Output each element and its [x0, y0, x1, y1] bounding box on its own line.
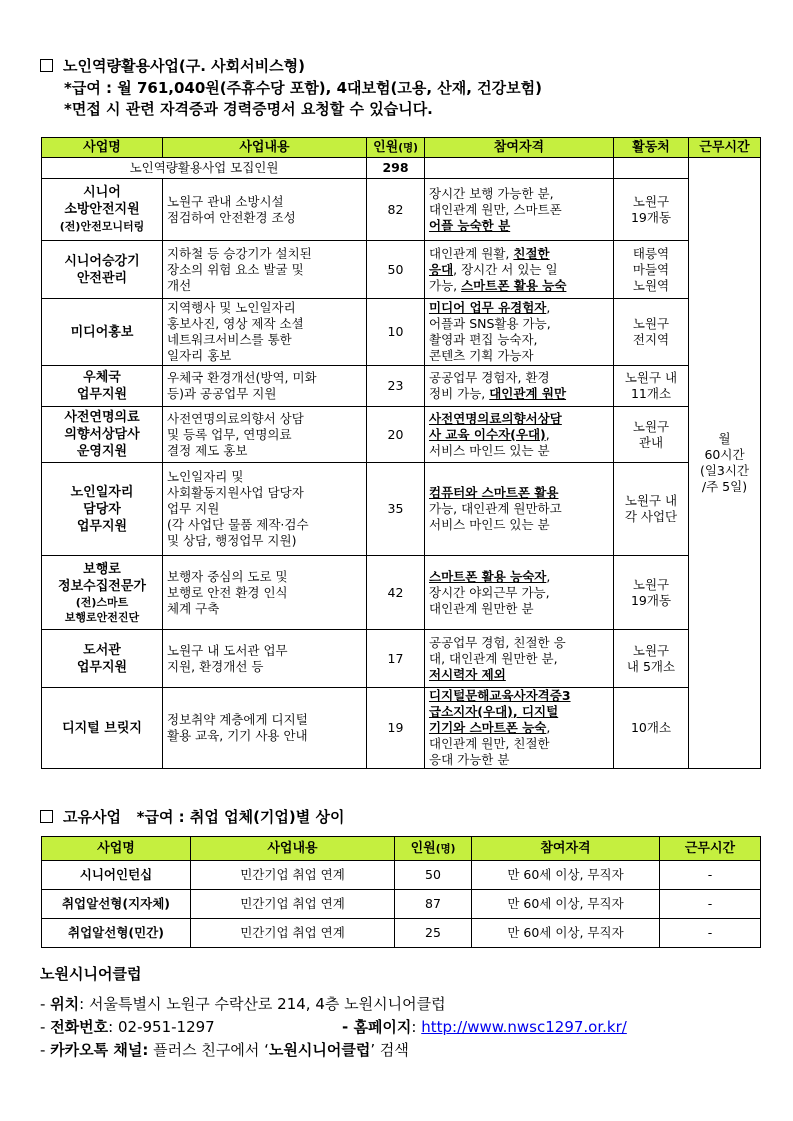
program-name: 사전연명의료 의향서상담사 운영지원	[42, 407, 163, 463]
program-count: 17	[367, 630, 425, 688]
program-content: 민간기업 취업 연계	[191, 890, 395, 919]
program-name: 우체국 업무지원	[42, 366, 163, 407]
work-hours: 월 60시간 (일3시간 /주 5일)	[689, 158, 761, 769]
interview-note: *면접 시 관련 자격증과 경력증명서 요청할 수 있습니다.	[64, 100, 433, 118]
program-qualification: 사전연명의료의향서상담 사 교육 이수자(우대), 서비스 마인드 있는 분	[425, 407, 614, 463]
program-place: 노원구 전지역	[614, 299, 689, 366]
header-qualification: 참여자격	[472, 837, 660, 861]
header-program: 사업명	[42, 138, 163, 158]
program-content: 지역행사 및 노인일자리 홍보사진, 영상 제작 소셜 네트워크서비스를 통한 일자리 홍보	[163, 299, 367, 366]
program-qualification: 스마트폰 활용 능숙자, 장시간 야외근무 가능, 대인관계 원만한 분	[425, 556, 614, 630]
salary-note: *급여 : 월 761,040원(주휴수당 포함), 4대보험(고용, 산재, 건강보험)	[64, 79, 542, 97]
program-place: 노원구 내 11개소	[614, 366, 689, 407]
program-name: 취업알선형(지자체)	[42, 890, 191, 919]
program-qualification: 만 60세 이상, 무직자	[472, 861, 660, 890]
section2-title: 고유사업 *급여 : 취업 업체(기업)별 상이	[40, 807, 344, 827]
program-qualification: 미디어 업무 유경험자, 어플과 SNS활용 가능, 촬영과 편집 능숙자, 콘텐츠 기획 가능자	[425, 299, 614, 366]
program-count: 82	[367, 179, 425, 241]
footer-kakao: - 카카오톡 채널: 플러스 친구에서 ‘노원시니어클럽’ 검색	[40, 1041, 409, 1059]
program-qualification: 장시간 보행 가능한 분, 대인관계 원만, 스마트폰 어플 능숙한 분	[425, 179, 614, 241]
program-count: 19	[367, 688, 425, 769]
program-content: 노원구 내 도서관 업무 지원, 환경개선 등	[163, 630, 367, 688]
program-hours: -	[660, 861, 761, 890]
own-program-row	[42, 861, 761, 890]
program-name: 노인일자리 담당자 업무지원	[42, 463, 163, 556]
program-count: 87	[395, 890, 472, 919]
program-name: 디지털 브릿지	[42, 688, 163, 769]
program-content: 보행자 중심의 도로 및 보행로 안전 환경 인식 체계 구축	[163, 556, 367, 630]
header-qualification: 참여자격	[425, 138, 614, 158]
program-content: 민간기업 취업 연계	[191, 861, 395, 890]
program-row	[42, 366, 761, 407]
table-header-row	[42, 138, 761, 158]
program-row	[42, 407, 761, 463]
header-hours: 근무시간	[660, 837, 761, 861]
program-row	[42, 241, 761, 299]
program-count: 10	[367, 299, 425, 366]
program-place: 노원구 내 5개소	[614, 630, 689, 688]
recruit-label: 노인역량활용사업 모집인원	[42, 158, 367, 179]
header-count: 인원(명)	[367, 138, 425, 158]
empty-cell	[425, 158, 614, 179]
program-qualification: 컴퓨터와 스마트폰 활용 가능, 대인관계 원만하고 서비스 마인드 있는 분	[425, 463, 614, 556]
program-name: 도서관 업무지원	[42, 630, 163, 688]
recruit-total-row	[42, 158, 761, 179]
program-place: 10개소	[614, 688, 689, 769]
program-count: 23	[367, 366, 425, 407]
footer-title: 노원시니어클럽	[40, 965, 142, 983]
program-hours: -	[660, 919, 761, 948]
recruit-total: 298	[367, 158, 425, 179]
program-place: 노원구 관내	[614, 407, 689, 463]
program-row	[42, 630, 761, 688]
program-count: 42	[367, 556, 425, 630]
own-program-row	[42, 890, 761, 919]
footer-location: - 위치: 서울특별시 노원구 수락산로 214, 4층 노원시니어클럽	[40, 995, 446, 1013]
program-row	[42, 179, 761, 241]
program-name: 시니어인턴십	[42, 861, 191, 890]
program-content: 노인일자리 및 사회활동지원사업 담당자 업무 지원 (각 사업단 물품 제작·검수 및 상담, 행정업무 지원)	[163, 463, 367, 556]
program-qualification: 공공업무 경험자, 환경 정비 가능, 대인관계 원만	[425, 366, 614, 407]
program-content: 정보취약 계층에게 디지털 활용 교육, 기기 사용 안내	[163, 688, 367, 769]
program-count: 35	[367, 463, 425, 556]
program-row	[42, 463, 761, 556]
program-row	[42, 299, 761, 366]
empty-cell	[614, 158, 689, 179]
program-name: 미디어홍보	[42, 299, 163, 366]
program-hours: -	[660, 890, 761, 919]
program-row	[42, 688, 761, 769]
program-content: 우체국 환경개선(방역, 미화 등)과 공공업무 지원	[163, 366, 367, 407]
program-count: 25	[395, 919, 472, 948]
checkbox-square-icon	[40, 810, 53, 823]
program-name: 보행로 정보수집전문가 (전)스마트 보행로안전진단	[42, 556, 163, 630]
program-qualification: 만 60세 이상, 무직자	[472, 890, 660, 919]
program-count: 50	[395, 861, 472, 890]
header-count: 인원(명)	[395, 837, 472, 861]
header-place: 활동처	[614, 138, 689, 158]
program-place: 태릉역 마들역 노원역	[614, 241, 689, 299]
homepage-link[interactable]: http://www.nwsc1297.or.kr/	[421, 1018, 627, 1036]
program-qualification: 디지털문해교육사자격증3 급소지자(우대), 디지털 기기와 스마트폰 능숙, 대인관계 원만, 친절한 응대 가능한 분	[425, 688, 614, 769]
header-content: 사업내용	[191, 837, 395, 861]
program-content: 민간기업 취업 연계	[191, 919, 395, 948]
program-count: 50	[367, 241, 425, 299]
footer-homepage: - 홈페이지: http://www.nwsc1297.or.kr/	[342, 1018, 627, 1036]
own-program-table	[41, 836, 761, 948]
section1-title: 노인역량활용사업(구. 사회서비스형)	[40, 56, 305, 76]
program-content: 사전연명의료의향서 상담 및 등록 업무, 연명의료 결정 제도 홍보	[163, 407, 367, 463]
program-qualification: 공공업무 경험, 친절한 응 대, 대인관계 원만한 분, 저시력자 제외	[425, 630, 614, 688]
program-table	[41, 137, 761, 769]
header-content: 사업내용	[163, 138, 367, 158]
program-name: 시니어 소방안전지원 (전)안전모니터링	[42, 179, 163, 241]
program-content: 노원구 관내 소방시설 점검하여 안전환경 조성	[163, 179, 367, 241]
program-row	[42, 556, 761, 630]
header-hours: 근무시간	[689, 138, 761, 158]
program-qualification: 대인관계 원활, 친절한 응대, 장시간 서 있는 일 가능, 스마트폰 활용 능숙	[425, 241, 614, 299]
program-place: 노원구 내 각 사업단	[614, 463, 689, 556]
program-content: 지하철 등 승강기가 설치된 장소의 위험 요소 발굴 및 개선	[163, 241, 367, 299]
table-header-row	[42, 837, 761, 861]
program-name: 취업알선형(민간)	[42, 919, 191, 948]
checkbox-square-icon	[40, 59, 53, 72]
header-program: 사업명	[42, 837, 191, 861]
program-place: 노원구 19개동	[614, 556, 689, 630]
program-count: 20	[367, 407, 425, 463]
program-name: 시니어승강기 안전관리	[42, 241, 163, 299]
program-place: 노원구 19개동	[614, 179, 689, 241]
footer-phone: - 전화번호: 02-951-1297	[40, 1018, 215, 1036]
program-qualification: 만 60세 이상, 무직자	[472, 919, 660, 948]
own-program-row	[42, 919, 761, 948]
